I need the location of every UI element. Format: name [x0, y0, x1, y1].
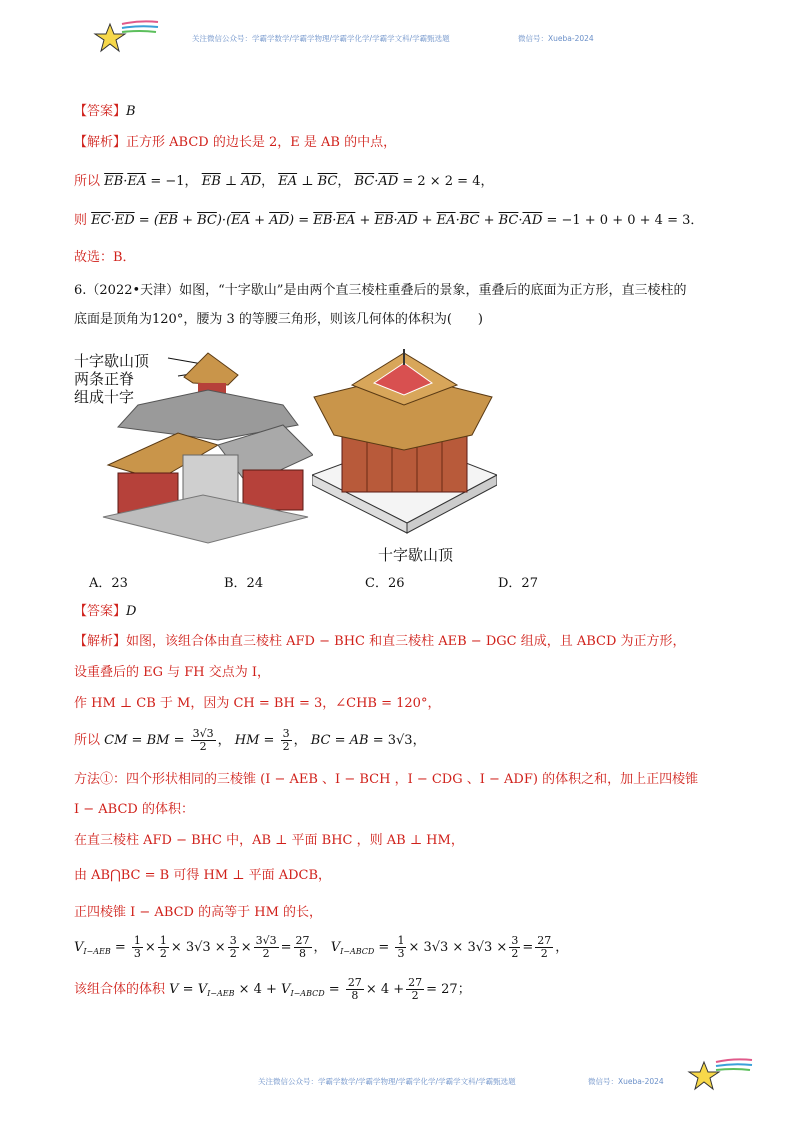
q6-analysis-1: 【解析】如图，该组合体由直三棱柱 AFD − BHC 和直三棱柱 AEB − DGC 组成，且 ABCD 为正方形， [74, 634, 686, 649]
q5-answer: 【答案】B [74, 104, 136, 119]
q6-stem-1: 6.（2022•天津）如图，“十字歇山”是由两个直三棱柱重叠后的景象，重叠后的底面为正方形，直三棱柱的 [74, 283, 687, 298]
figure-label-a2: 两条正脊 [74, 370, 135, 388]
option-c[interactable]: C．26 [365, 576, 405, 591]
star-logo-icon-footer [686, 1056, 756, 1096]
q6-analysis-5: 方法①：四个形状相同的三棱锥 (I − AEB 、I − BCH ，I − CDG 、I − ADF) 的体积之和，加上正四棱锥 [74, 772, 699, 787]
figure-label-a3: 组成十字 [74, 388, 135, 406]
q6-stem-2: 底面是顶角为120°，腰为 3 的等腰三角形，则该几何体的体积为( ) [74, 312, 483, 327]
footer-wechat: 微信号：Xueba-2024 [588, 1077, 664, 1086]
figure-label-a1: 十字歇山顶 [74, 352, 150, 370]
q6-analysis-10: $V_{I-AEB}$ = $\frac{1}{3}$ × $\frac{1}{2}$ × 3√3 × $\frac{3}{2}$ × $\frac{3√3}{2}$ = $\frac{27}{8}$ ， $V_{I-ABCD}$ = $\frac{1}{3}$ × 3√3 × 3√3 × $\frac{3}{2}$ = $\frac{27}{2}$ ， [74, 934, 569, 960]
q6-analysis-7: 在直三棱柱 AFD − BHC 中，AB ⊥ 平面 BHC ，则 AB ⊥ HM， [74, 833, 464, 848]
q6-analysis-2: 设重叠后的 EG 与 FH 交点为 I， [74, 665, 271, 680]
figure-label-b: 十字歇山顶 [378, 546, 454, 564]
q5-conclusion: 故选：B． [74, 250, 136, 265]
q6-analysis-11: 该组合体的体积 $V = V_{I-AEB} \times 4 + V_{I-ABCD}$ = $\frac{27}{8}$ × 4 + $\frac{27}{2}$ = 27； [74, 976, 471, 1002]
option-a[interactable]: A．23 [89, 576, 128, 591]
q6-analysis-3: 作 HM ⊥ CB 于 M，因为 CH = BH = 3，∠CHB = 120°， [74, 696, 441, 711]
footer-text: 关注微信公众号：学霸学数学/学霸学物理/学霸学化学/学霸学文科/学霸甄选题 [258, 1077, 516, 1086]
star-logo-icon [92, 18, 162, 58]
q6-answer: 【答案】D [74, 604, 137, 619]
palace-illustration-right [312, 345, 497, 535]
q5-analysis-1: 【解析】正方形 ABCD 的边长是 2，E 是 AB 的中点， [74, 135, 397, 150]
palace-illustration-left [98, 345, 313, 545]
q6-analysis-8: 由 AB⋂BC = B 可得 HM ⊥ 平面 ADCB， [74, 868, 332, 883]
q6-analysis-6: I − ABCD 的体积： [74, 802, 194, 817]
header-text: 关注微信公众号：学霸学数学/学霸学物理/学霸学化学/学霸学文科/学霸甄选题 [192, 34, 450, 43]
option-d[interactable]: D．27 [498, 576, 538, 591]
option-b[interactable]: B．24 [224, 576, 264, 591]
q6-analysis-9: 正四棱锥 I − ABCD 的高等于 HM 的长， [74, 905, 323, 920]
q5-analysis-2: 所以 $\overline{EB}\cdot\overline{EA} = -1$， $\overline{EB}$ ⊥ $\overline{AD}$， $\overline{EA}$ ⊥ $\overline{BC}$， $\overline{BC}\cdot\overline{AD} = 2 \times 2 = 4$， [74, 174, 494, 189]
q6-analysis-4: 所以 CM = BM = $\frac{3√3}{2}$ ， HM = $\frac{3}{2}$ ， BC = AB = 3√3， [74, 727, 426, 753]
header-wechat: 微信号：Xueba-2024 [518, 34, 594, 43]
q5-analysis-3: 则 $\overline{EC}\cdot\overline{ED} = (\overline{EB} + \overline{BC})\cdot(\overline{EA} + \overline{AD}) = \overline{EB}\cdot\overline{EA} + \overline{EB}\cdot\overline{AD} + \overline{EA}\cdot\overline{BC} + \overline{BC}\cdot\overline{AD} = -1 + 0 + 0 + 4 = 3$． [74, 213, 704, 228]
